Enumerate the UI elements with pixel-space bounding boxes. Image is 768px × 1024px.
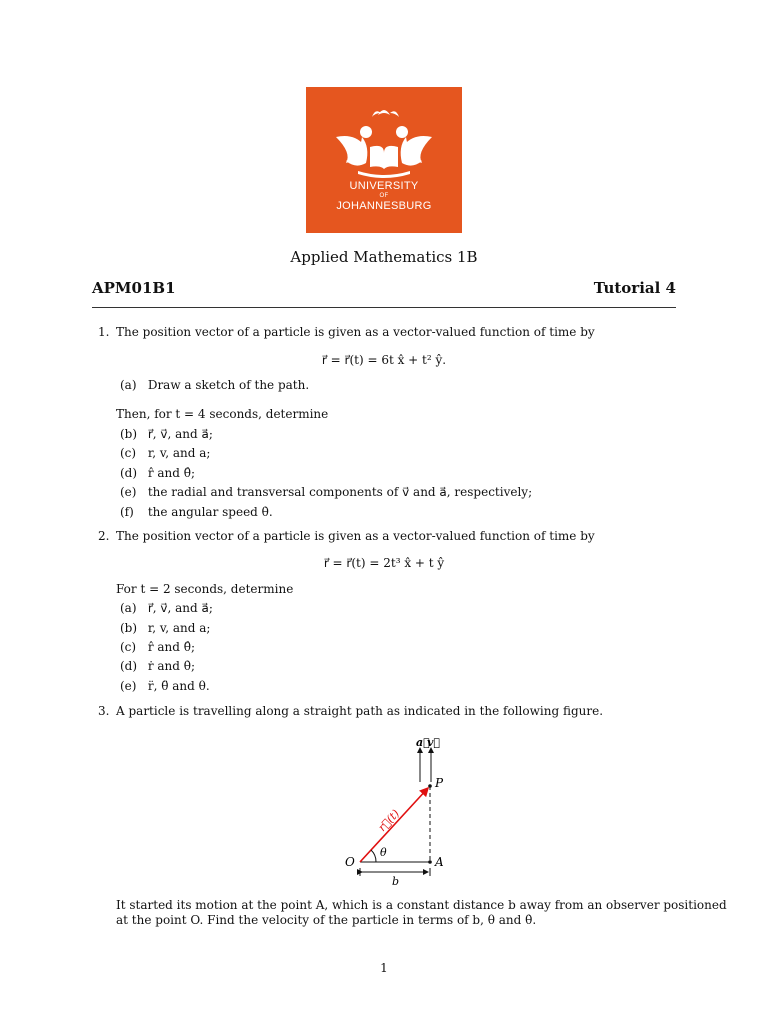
label-b: b [392, 875, 400, 888]
label-a: A [435, 855, 444, 869]
q2-part-b [120, 621, 210, 635]
page-number: 1 [380, 961, 388, 975]
q1-part-a [120, 378, 309, 392]
tutorial-label: Tutorial 4 [593, 279, 676, 297]
position-vector [360, 788, 428, 862]
q1-part-e [120, 485, 532, 499]
q1-d-label: (d) [120, 466, 138, 480]
q2-part-c [120, 640, 195, 654]
q2-equation: r⃗ = r⃗(t) = 2t³ x̂ + t ŷ [323, 556, 445, 570]
q2-e-label: (e) [120, 679, 137, 693]
q1-f-label: (f) [120, 505, 134, 519]
course-code: APM01B1 [92, 279, 176, 297]
q2-c-text: r̂ and θ̂; [147, 640, 196, 654]
q1-number: 1. [98, 325, 110, 339]
r-vector-label: r⃗(t) [375, 806, 403, 835]
a-vector-label: a⃗ [416, 736, 430, 749]
q1-c-label: (c) [120, 446, 137, 460]
q3-outro-line2: at the point O. Find the velocity of the particle in terms of b, θ and θ̇. [116, 913, 537, 927]
q1-intro: The position vector of a particle is given as a vector-valued function of time by [116, 325, 595, 339]
q2-c-label: (c) [120, 640, 137, 654]
v-vector-label: v⃗ [427, 736, 440, 749]
q1-e-text: the radial and transversal components of v⃗ and a⃗, respectively; [147, 485, 533, 499]
q1-b-text: r⃗, v⃗, and a⃗; [147, 427, 213, 441]
q1-a-label: (a) [120, 378, 137, 392]
q1-part-c [120, 446, 210, 460]
motion-figure [330, 728, 460, 888]
q1-part-b [120, 427, 213, 441]
logo-line-of: OF [379, 193, 389, 199]
q3-outro-line1: It started its motion at the point A, which is a constant distance b away from an observer positioned [116, 898, 727, 912]
q1-e-label: (e) [120, 485, 137, 499]
q2-d-label: (d) [120, 659, 138, 673]
q2-part-e [120, 679, 210, 693]
q1-part-f [120, 505, 273, 519]
q2-part-a [120, 601, 213, 615]
theta-arc [371, 850, 376, 862]
q2-for: For t = 2 seconds, determine [116, 582, 294, 596]
q2-e-text: r̈, θ̈ and θ. [147, 679, 210, 693]
header-divider [92, 307, 676, 308]
q2-b-label: (b) [120, 621, 138, 635]
point-a [428, 860, 432, 864]
q1-c-text: r, v, and a; [147, 446, 211, 460]
q1-b-label: (b) [120, 427, 138, 441]
q1-f-text: the angular speed θ̇. [147, 505, 273, 519]
q2-part-d [120, 659, 195, 673]
q2-a-text: r⃗, v⃗, and a⃗; [147, 601, 213, 615]
q1-a-text: Draw a sketch of the path. [147, 378, 310, 392]
q2-b-text: r, v, and a; [147, 621, 211, 635]
q3-number: 3. [98, 704, 110, 718]
logo-line-johannesburg: JOHANNESBURG [336, 200, 432, 212]
point-p [428, 784, 432, 788]
q1-d-text: r̂ and θ̂; [147, 466, 196, 480]
q1-part-d [120, 466, 195, 480]
q2-number: 2. [98, 529, 110, 543]
q2-a-label: (a) [120, 601, 137, 615]
q1-equation: r⃗ = r⃗(t) = 6t x̂ + t² ŷ. [321, 353, 447, 367]
q1-then: Then, for t = 4 seconds, determine [116, 407, 329, 421]
label-p: P [435, 776, 444, 790]
label-o: O [345, 855, 355, 869]
theta-label: θ [380, 846, 387, 859]
university-logo [306, 87, 462, 233]
q2-d-text: ṙ and θ̇; [147, 659, 196, 673]
course-title: Applied Mathematics 1B [290, 248, 478, 266]
q2-intro: The position vector of a particle is given as a vector-valued function of time by [116, 529, 595, 543]
q3-intro: A particle is travelling along a straight path as indicated in the following figure. [116, 704, 604, 718]
logo-line-university: UNIVERSITY [349, 180, 419, 192]
